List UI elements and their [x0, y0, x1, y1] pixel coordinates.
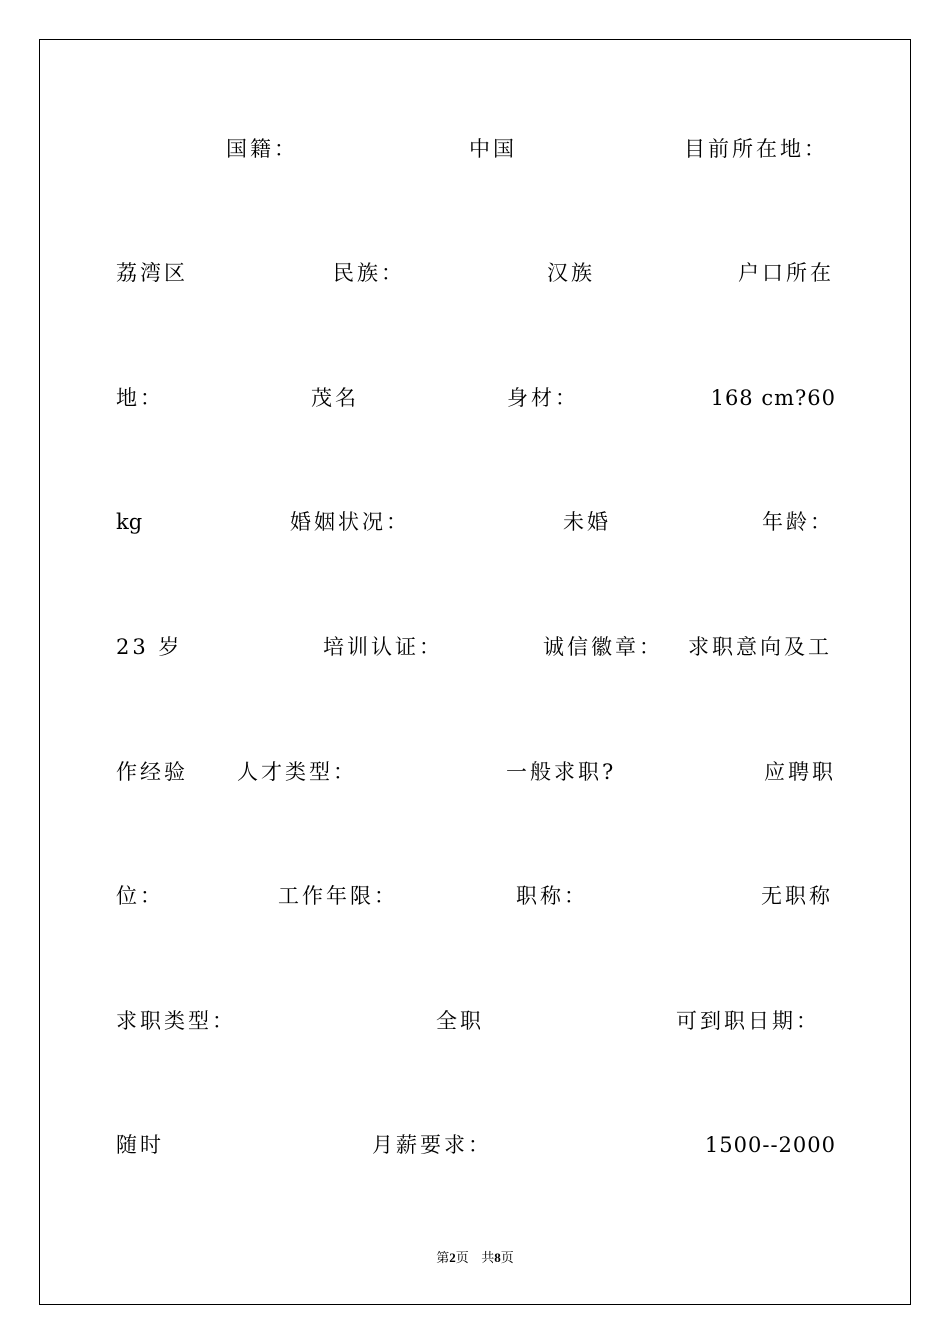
value-figure-cont: kg [116, 510, 143, 534]
page-border [39, 39, 911, 1305]
label-household-location-cont: 地： [116, 386, 164, 410]
label-available-date: 可到职日期： [676, 1009, 820, 1033]
label-title: 职称： [516, 884, 588, 908]
label-age: 年龄： [762, 510, 834, 534]
value-age: 23 岁 [116, 635, 183, 659]
value-nationality: 中国 [469, 137, 517, 161]
label-nationality: 国籍： [226, 137, 298, 161]
footer-prefix: 第 [436, 1251, 450, 1266]
label-training-cert: 培训认证： [323, 635, 443, 659]
value-expected-salary: 1500--2000 [704, 1133, 836, 1157]
text-line-4 [116, 506, 836, 538]
section-job-intent-cont: 作经验 [116, 760, 188, 784]
label-talent-type: 人才类型： [237, 760, 357, 784]
text-line-2 [116, 257, 836, 289]
text-line-7 [116, 880, 836, 912]
value-current-location: 荔湾区 [116, 261, 188, 285]
value-ethnicity: 汉族 [547, 261, 595, 285]
footer-total-pages: 8 [494, 1250, 501, 1265]
text-line-9 [116, 1129, 836, 1161]
value-marital-status: 未婚 [563, 510, 611, 534]
label-integrity-badge: 诚信徽章： [543, 635, 663, 659]
label-household-location: 户口所在 [738, 261, 834, 285]
label-current-location: 目前所在地： [684, 137, 828, 161]
footer-current-page: 2 [449, 1250, 456, 1265]
value-figure: 168 cm?60 [710, 386, 836, 410]
text-line-5 [116, 631, 836, 663]
text-line-6 [116, 756, 836, 788]
value-talent-type: 一般求职? [506, 760, 617, 784]
page-footer [0, 1247, 950, 1266]
label-applied-position-cont: 位： [116, 884, 164, 908]
label-applied-position: 应聘职 [764, 760, 836, 784]
label-job-type: 求职类型： [116, 1009, 236, 1033]
value-available-date: 随时 [116, 1133, 164, 1157]
text-line-3 [116, 382, 836, 414]
label-work-years: 工作年限： [278, 884, 398, 908]
footer-page-word: 页 [455, 1251, 469, 1266]
value-title: 无职称 [761, 884, 833, 908]
text-line-1 [116, 133, 836, 165]
label-expected-salary: 月薪要求： [372, 1133, 492, 1157]
section-job-intent: 求职意向及工 [688, 635, 832, 659]
footer-total-suffix: 页 [500, 1251, 514, 1266]
value-job-type: 全职 [436, 1009, 484, 1033]
footer-total-prefix: 共 [481, 1251, 495, 1266]
label-ethnicity: 民族： [333, 261, 405, 285]
label-marital-status: 婚姻状况： [290, 510, 410, 534]
label-figure: 身材： [507, 386, 579, 410]
text-line-8 [116, 1005, 836, 1037]
value-household-location: 茂名 [311, 386, 359, 410]
